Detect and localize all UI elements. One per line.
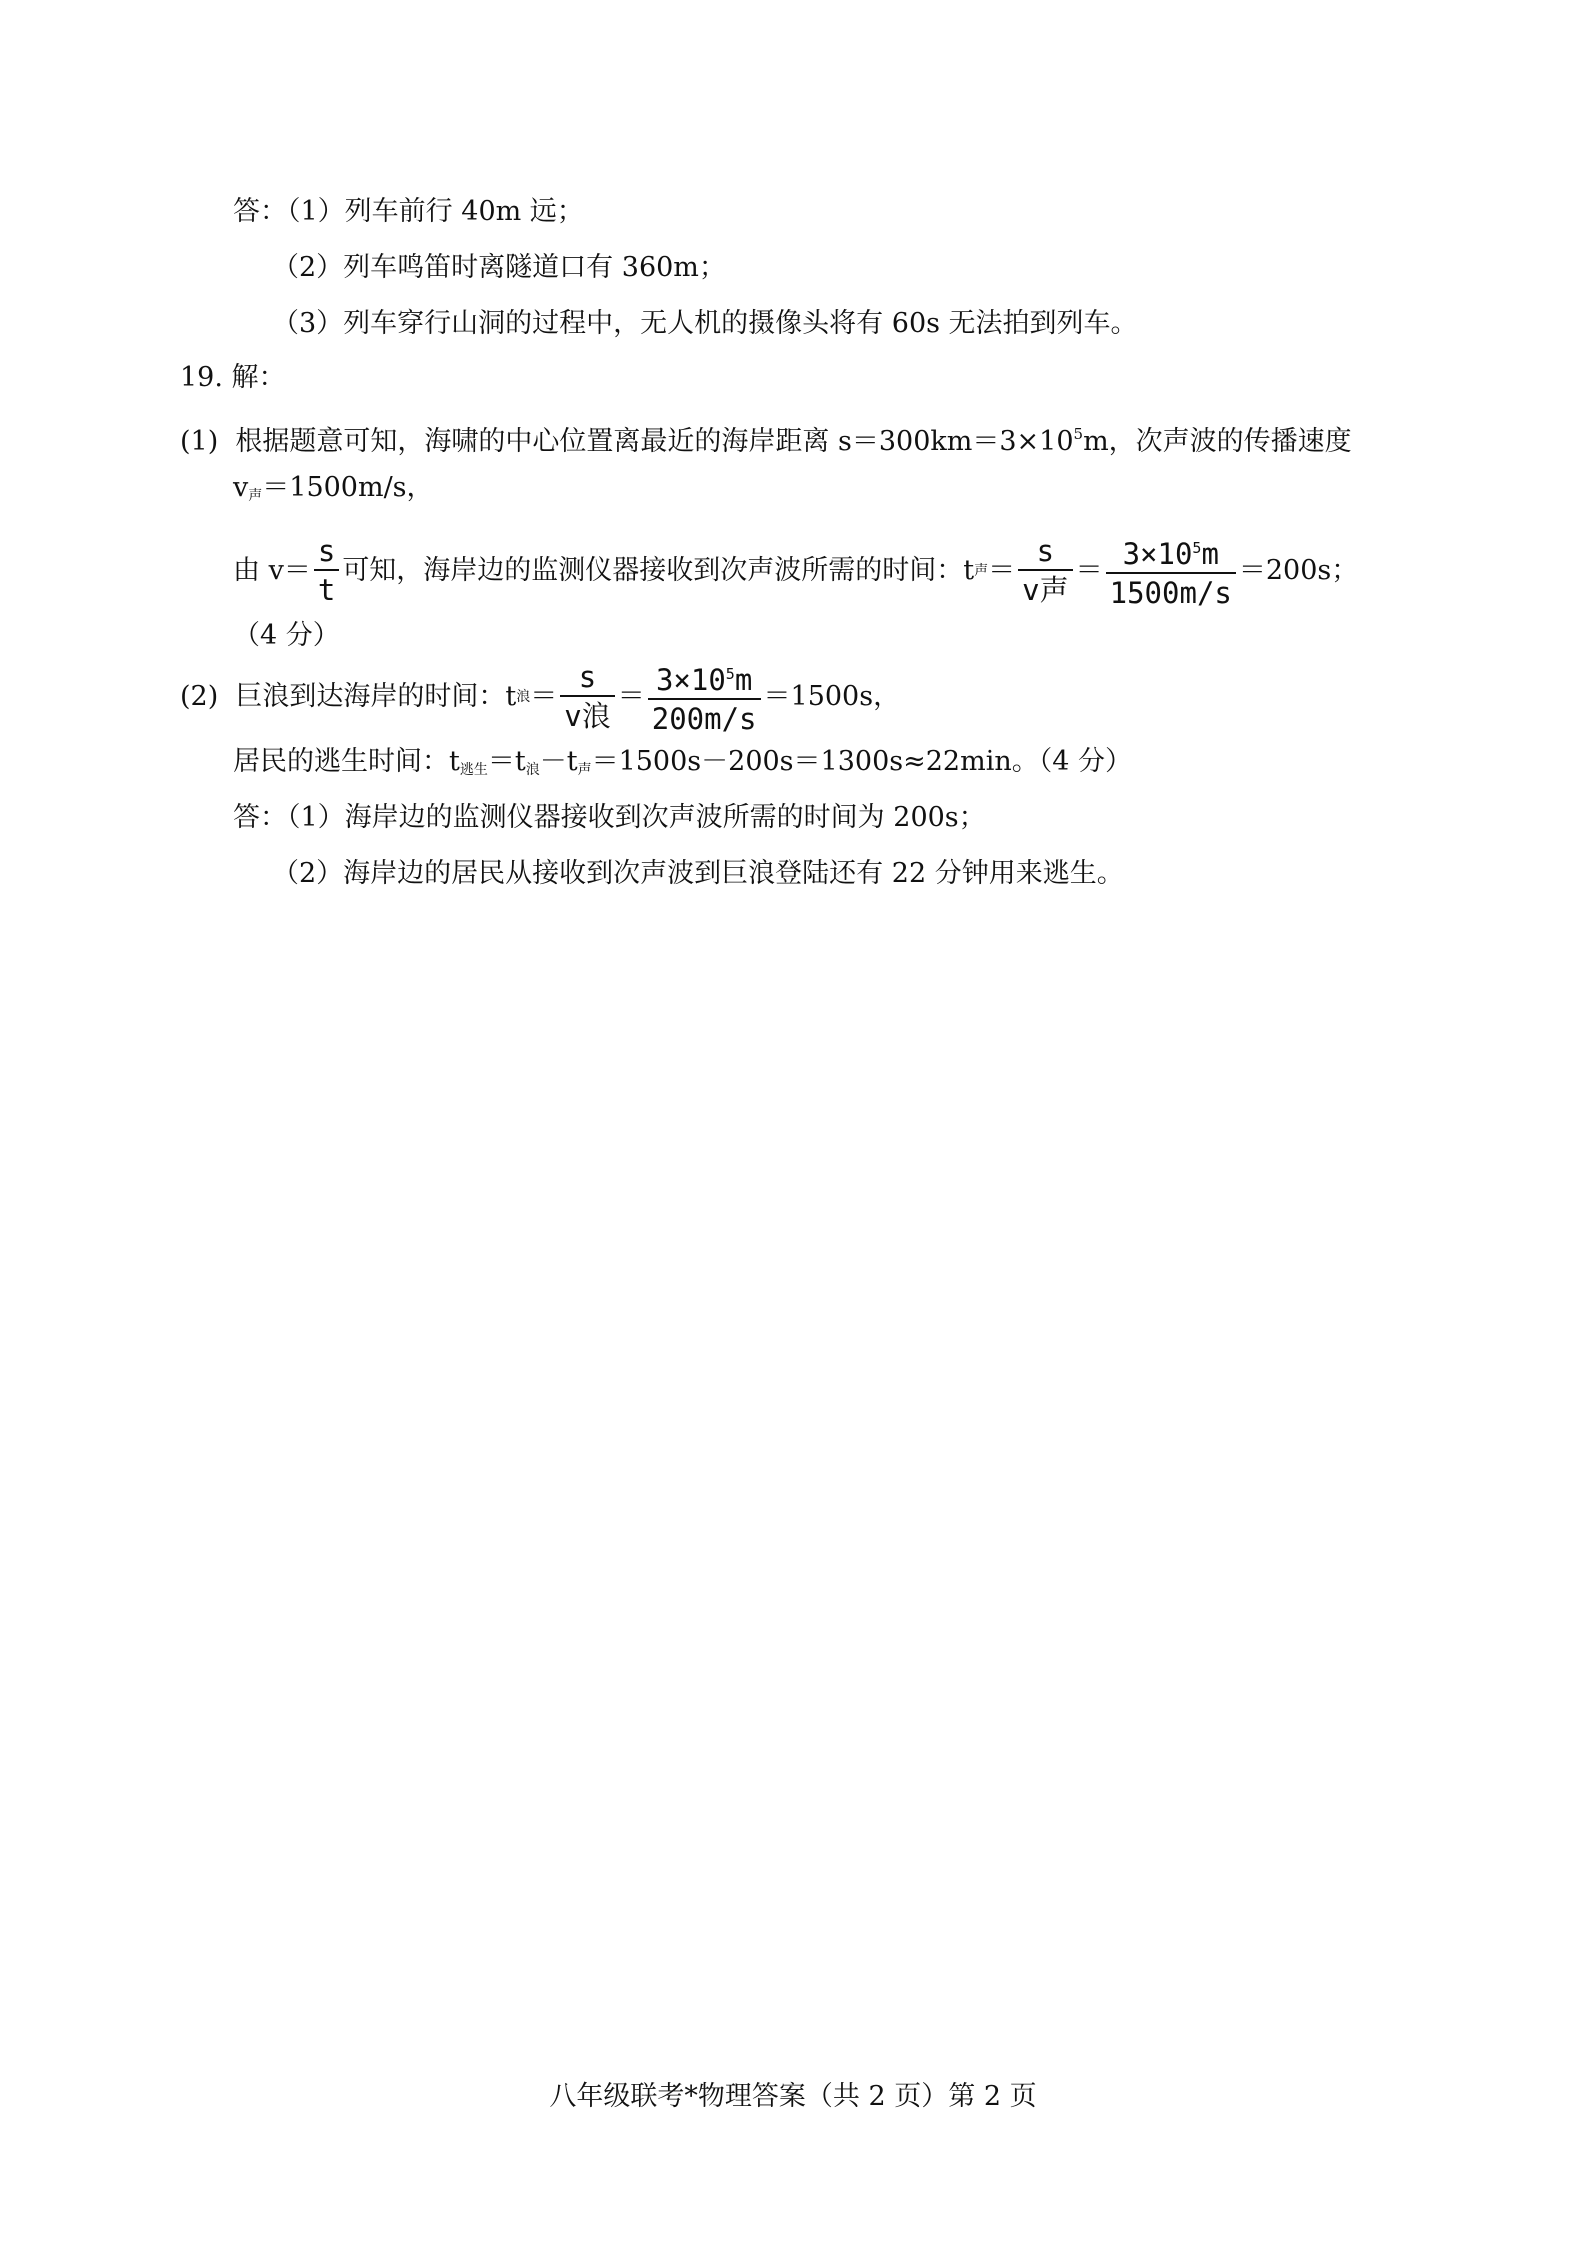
fraction-numerator: s (578, 660, 597, 694)
wave-subscript: 浪 (525, 762, 540, 778)
question-19-heading: 19. 解： (180, 362, 286, 393)
equals-sign: ＝ (988, 555, 1016, 586)
t-subscript: 声 (974, 563, 989, 579)
fraction-numerator (1119, 530, 1223, 572)
fraction-denominator: v浪 (560, 695, 614, 735)
score-note: （4 分） (233, 620, 340, 651)
answer-prefix: 答： (233, 196, 287, 227)
fraction-denominator: 1500m/s (1106, 572, 1236, 612)
answer-prefix: 答： (233, 802, 287, 833)
numerator-exponent: 5 (1192, 539, 1202, 557)
formula-fraction-values (648, 656, 761, 738)
escape-subscript: 逃生 (459, 762, 488, 778)
result: ＝200s； (1238, 555, 1359, 586)
part1-text: 根据题意可知，海啸的中心位置离最近的海岸距离 s＝300km＝3×10 (235, 426, 1074, 457)
numerator-unit: m (734, 663, 753, 697)
v-value: ＝1500m/s， (262, 472, 434, 503)
part2-text: 巨浪到达海岸的时间：t (235, 681, 517, 712)
numerator-unit: m (1201, 537, 1219, 571)
q19-part1-line2 (233, 468, 434, 516)
formula-fraction-v (314, 533, 339, 609)
answer-19-item-1: （1）海岸边的监测仪器接收到次声波所需的时间为 200s； (287, 802, 986, 833)
fraction-numerator: s (1036, 534, 1055, 568)
sound-subscript: 声 (577, 762, 592, 778)
fraction-numerator (652, 656, 756, 698)
answer-18-item-3: （3）列车穿行山洞的过程中，无人机的摄像头将有 60s 无法拍到列车。 (272, 308, 1138, 339)
by-text: 由 v＝ (233, 555, 311, 586)
q19-part2-formula-line (180, 656, 900, 738)
numerator-base: 3×10 (1122, 537, 1193, 571)
answer-19-item-2: （2）海岸边的居民从接收到次声波到巨浪登陆还有 22 分钟用来逃生。 (272, 858, 1124, 889)
part-label: (2) (180, 681, 219, 712)
numerator-base: 3×10 (655, 663, 726, 697)
q19-part2-escape-line (233, 742, 1132, 790)
fraction-numerator: s (317, 534, 336, 568)
result: ＝1500s， (763, 681, 901, 712)
fraction-denominator: t (314, 569, 339, 609)
fraction-denominator: 200m/s (648, 698, 761, 738)
equals-sign: ＝ (617, 681, 645, 712)
answer-18-item-2: （2）列车鸣笛时离隧道口有 360m； (272, 252, 726, 283)
t-subscript: 浪 (516, 689, 531, 705)
fraction-denominator: v声 (1018, 569, 1072, 609)
mid-text: 可知，海岸边的监测仪器接收到次声波所需的时间：t (342, 555, 975, 586)
escape-tail: ＝1500s－200s＝1300s≈22min。（4 分） (591, 746, 1132, 777)
page-footer: 八年级联考*物理答案（共 2 页）第 2 页 (549, 2081, 1037, 2112)
escape-prefix: 居民的逃生时间：t (233, 746, 460, 777)
part1-text-tail: m，次声波的传播速度 (1083, 426, 1352, 457)
equals-sign: ＝ (1075, 555, 1103, 586)
numerator-exponent: 5 (725, 665, 735, 683)
q19-part1-line1 (180, 414, 1352, 462)
equals-sign: ＝ (530, 681, 558, 712)
answer-18 (233, 192, 584, 232)
v-symbol: v (233, 472, 249, 503)
answer-19 (233, 798, 986, 838)
q19-part1-formula-line (233, 530, 1358, 612)
v-subscript: 声 (248, 488, 263, 504)
escape-mid-1: ＝t (487, 746, 526, 777)
formula-fraction-s-over-v (1018, 533, 1072, 609)
answer-18-item-1: （1）列车前行 40m 远； (287, 196, 584, 227)
formula-fraction-values (1106, 530, 1236, 612)
part-label: (1) (180, 426, 219, 457)
formula-fraction-s-over-v (560, 659, 614, 735)
exponent: 5 (1073, 425, 1084, 443)
escape-mid-2: －t (539, 746, 578, 777)
